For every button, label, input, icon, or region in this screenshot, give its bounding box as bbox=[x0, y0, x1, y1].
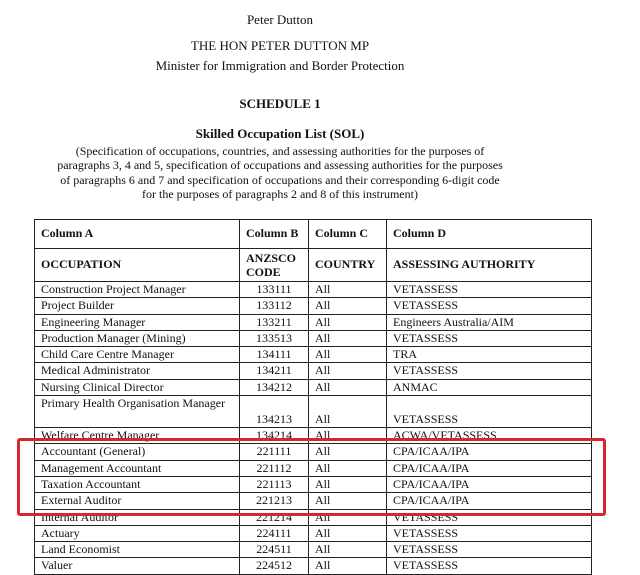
assessing-authority-cell: ACWA/VETASSESS bbox=[387, 428, 592, 444]
assessing-authority-cell: VETASSESS bbox=[387, 282, 592, 298]
assessing-authority-cell: VETASSESS bbox=[387, 558, 592, 574]
anzsco-code-cell: 134214 bbox=[240, 428, 309, 444]
description-line: of paragraphs 6 and 7 and specification of occupations and their corresponding 6-digit code bbox=[60, 172, 500, 187]
table-body bbox=[35, 282, 592, 575]
anzsco-code-cell: 134212 bbox=[240, 379, 309, 395]
table-row bbox=[35, 509, 592, 525]
anzsco-code-cell: 133513 bbox=[240, 330, 309, 346]
minister-portfolio: Minister for Immigration and Border Protection bbox=[155, 58, 405, 73]
table-row bbox=[35, 493, 592, 509]
table-row bbox=[35, 558, 592, 574]
table-row bbox=[35, 542, 592, 558]
country-cell: All bbox=[309, 428, 387, 444]
anzsco-code-cell: 221112 bbox=[240, 460, 309, 476]
assessing-authority-cell: VETASSESS bbox=[387, 330, 592, 346]
country-cell: All bbox=[309, 542, 387, 558]
anzsco-code-cell: 221111 bbox=[240, 444, 309, 460]
assessing-authority-cell: VETASSESS bbox=[387, 396, 592, 428]
assessing-authority-cell: VETASSESS bbox=[387, 542, 592, 558]
occupation-cell: External Auditor bbox=[35, 493, 240, 509]
table-row bbox=[35, 282, 592, 298]
country-header: COUNTRY bbox=[309, 249, 387, 282]
assessing-authority-cell: VETASSESS bbox=[387, 525, 592, 541]
country-cell: All bbox=[309, 525, 387, 541]
occupation-cell: Accountant (General) bbox=[35, 444, 240, 460]
occupation-cell: Medical Administrator bbox=[35, 363, 240, 379]
assessing-authority-cell: VETASSESS bbox=[387, 509, 592, 525]
table-row bbox=[35, 330, 592, 346]
anzsco-code-cell: 224111 bbox=[240, 525, 309, 541]
anzsco-code-cell: 221113 bbox=[240, 476, 309, 492]
anzsco-code-cell: 134213 bbox=[240, 396, 309, 428]
anzsco-code-cell: 221214 bbox=[240, 509, 309, 525]
table-row bbox=[35, 428, 592, 444]
occupation-cell: Nursing Clinical Director bbox=[35, 379, 240, 395]
assessing-authority-cell: VETASSESS bbox=[387, 298, 592, 314]
assessing-authority-header: ASSESSING AUTHORITY bbox=[387, 249, 592, 282]
table-row bbox=[35, 525, 592, 541]
occupation-cell: Management Accountant bbox=[35, 460, 240, 476]
description-line: (Specification of occupations, countries, and assessing authorities for the purposes of bbox=[75, 144, 485, 158]
table-row bbox=[35, 363, 592, 379]
country-cell: All bbox=[309, 314, 387, 330]
assessing-authority-cell: TRA bbox=[387, 347, 592, 363]
occupation-header: OCCUPATION bbox=[35, 249, 240, 282]
table-row bbox=[35, 444, 592, 460]
occupation-cell: Taxation Accountant bbox=[35, 476, 240, 492]
table-row bbox=[35, 314, 592, 330]
occupation-cell: Construction Project Manager bbox=[35, 282, 240, 298]
occupation-cell: Land Economist bbox=[35, 542, 240, 558]
anzsco-code-cell: 133112 bbox=[240, 298, 309, 314]
anzsco-code-cell: 133111 bbox=[240, 282, 309, 298]
country-cell: All bbox=[309, 396, 387, 428]
anzsco-code-cell: 224511 bbox=[240, 542, 309, 558]
table-row bbox=[35, 347, 592, 363]
country-cell: All bbox=[309, 363, 387, 379]
occupation-cell: Project Builder bbox=[35, 298, 240, 314]
minister-title: THE HON PETER DUTTON MP bbox=[190, 38, 370, 53]
skilled-occupation-table bbox=[34, 219, 592, 575]
assessing-authority-cell: CPA/ICAA/IPA bbox=[387, 493, 592, 509]
occupation-cell: Welfare Centre Manager bbox=[35, 428, 240, 444]
anzsco-code-cell: 133211 bbox=[240, 314, 309, 330]
country-cell: All bbox=[309, 298, 387, 314]
occupation-cell: Internal Auditor bbox=[35, 509, 240, 525]
country-cell: All bbox=[309, 347, 387, 363]
anzsco-code-cell: 134211 bbox=[240, 363, 309, 379]
country-cell: All bbox=[309, 558, 387, 574]
occupation-cell: Production Manager (Mining) bbox=[35, 330, 240, 346]
description-line: for the purposes of paragraphs 2 and 8 of this instrument) bbox=[142, 186, 418, 201]
table-row bbox=[35, 460, 592, 476]
code-header-line: CODE bbox=[246, 265, 281, 279]
signer-name: Peter Dutton bbox=[246, 12, 314, 27]
country-cell: All bbox=[309, 282, 387, 298]
assessing-authority-cell: CPA/ICAA/IPA bbox=[387, 444, 592, 460]
column-b-header: Column B bbox=[240, 220, 309, 249]
table-row bbox=[35, 298, 592, 314]
country-cell: All bbox=[309, 379, 387, 395]
country-cell: All bbox=[309, 476, 387, 492]
assessing-authority-cell: Engineers Australia/AIM bbox=[387, 314, 592, 330]
column-letter-row bbox=[35, 220, 592, 249]
country-cell: All bbox=[309, 460, 387, 476]
country-cell: All bbox=[309, 330, 387, 346]
column-a-header: Column A bbox=[35, 220, 240, 249]
schedule-description bbox=[0, 144, 560, 201]
assessing-authority-cell: CPA/ICAA/IPA bbox=[387, 460, 592, 476]
anzsco-code-cell: 134111 bbox=[240, 347, 309, 363]
occupation-cell: Actuary bbox=[35, 525, 240, 541]
description-line: paragraphs 3, 4 and 5, specification of occupations and assessing authorities for the purposes bbox=[57, 158, 503, 173]
anzsco-code-header bbox=[240, 249, 309, 282]
table-row bbox=[35, 379, 592, 395]
list-name: Skilled Occupation List (SOL) bbox=[195, 126, 365, 141]
schedule-heading: SCHEDULE 1 bbox=[239, 96, 321, 111]
country-cell: All bbox=[309, 493, 387, 509]
assessing-authority-cell: ANMAC bbox=[387, 379, 592, 395]
country-cell: All bbox=[309, 509, 387, 525]
column-title-row bbox=[35, 249, 592, 282]
country-cell: All bbox=[309, 444, 387, 460]
column-d-header: Column D bbox=[387, 220, 592, 249]
assessing-authority-cell: CPA/ICAA/IPA bbox=[387, 476, 592, 492]
column-c-header: Column C bbox=[309, 220, 387, 249]
anzsco-header-line: ANZSCO bbox=[246, 251, 297, 265]
occupation-cell: Valuer bbox=[35, 558, 240, 574]
table-row bbox=[35, 476, 592, 492]
assessing-authority-cell: VETASSESS bbox=[387, 363, 592, 379]
table-row bbox=[35, 396, 592, 428]
occupation-cell: Primary Health Organisation Manager bbox=[35, 396, 240, 428]
occupation-cell: Engineering Manager bbox=[35, 314, 240, 330]
anzsco-code-cell: 221213 bbox=[240, 493, 309, 509]
occupation-cell: Child Care Centre Manager bbox=[35, 347, 240, 363]
anzsco-code-cell: 224512 bbox=[240, 558, 309, 574]
